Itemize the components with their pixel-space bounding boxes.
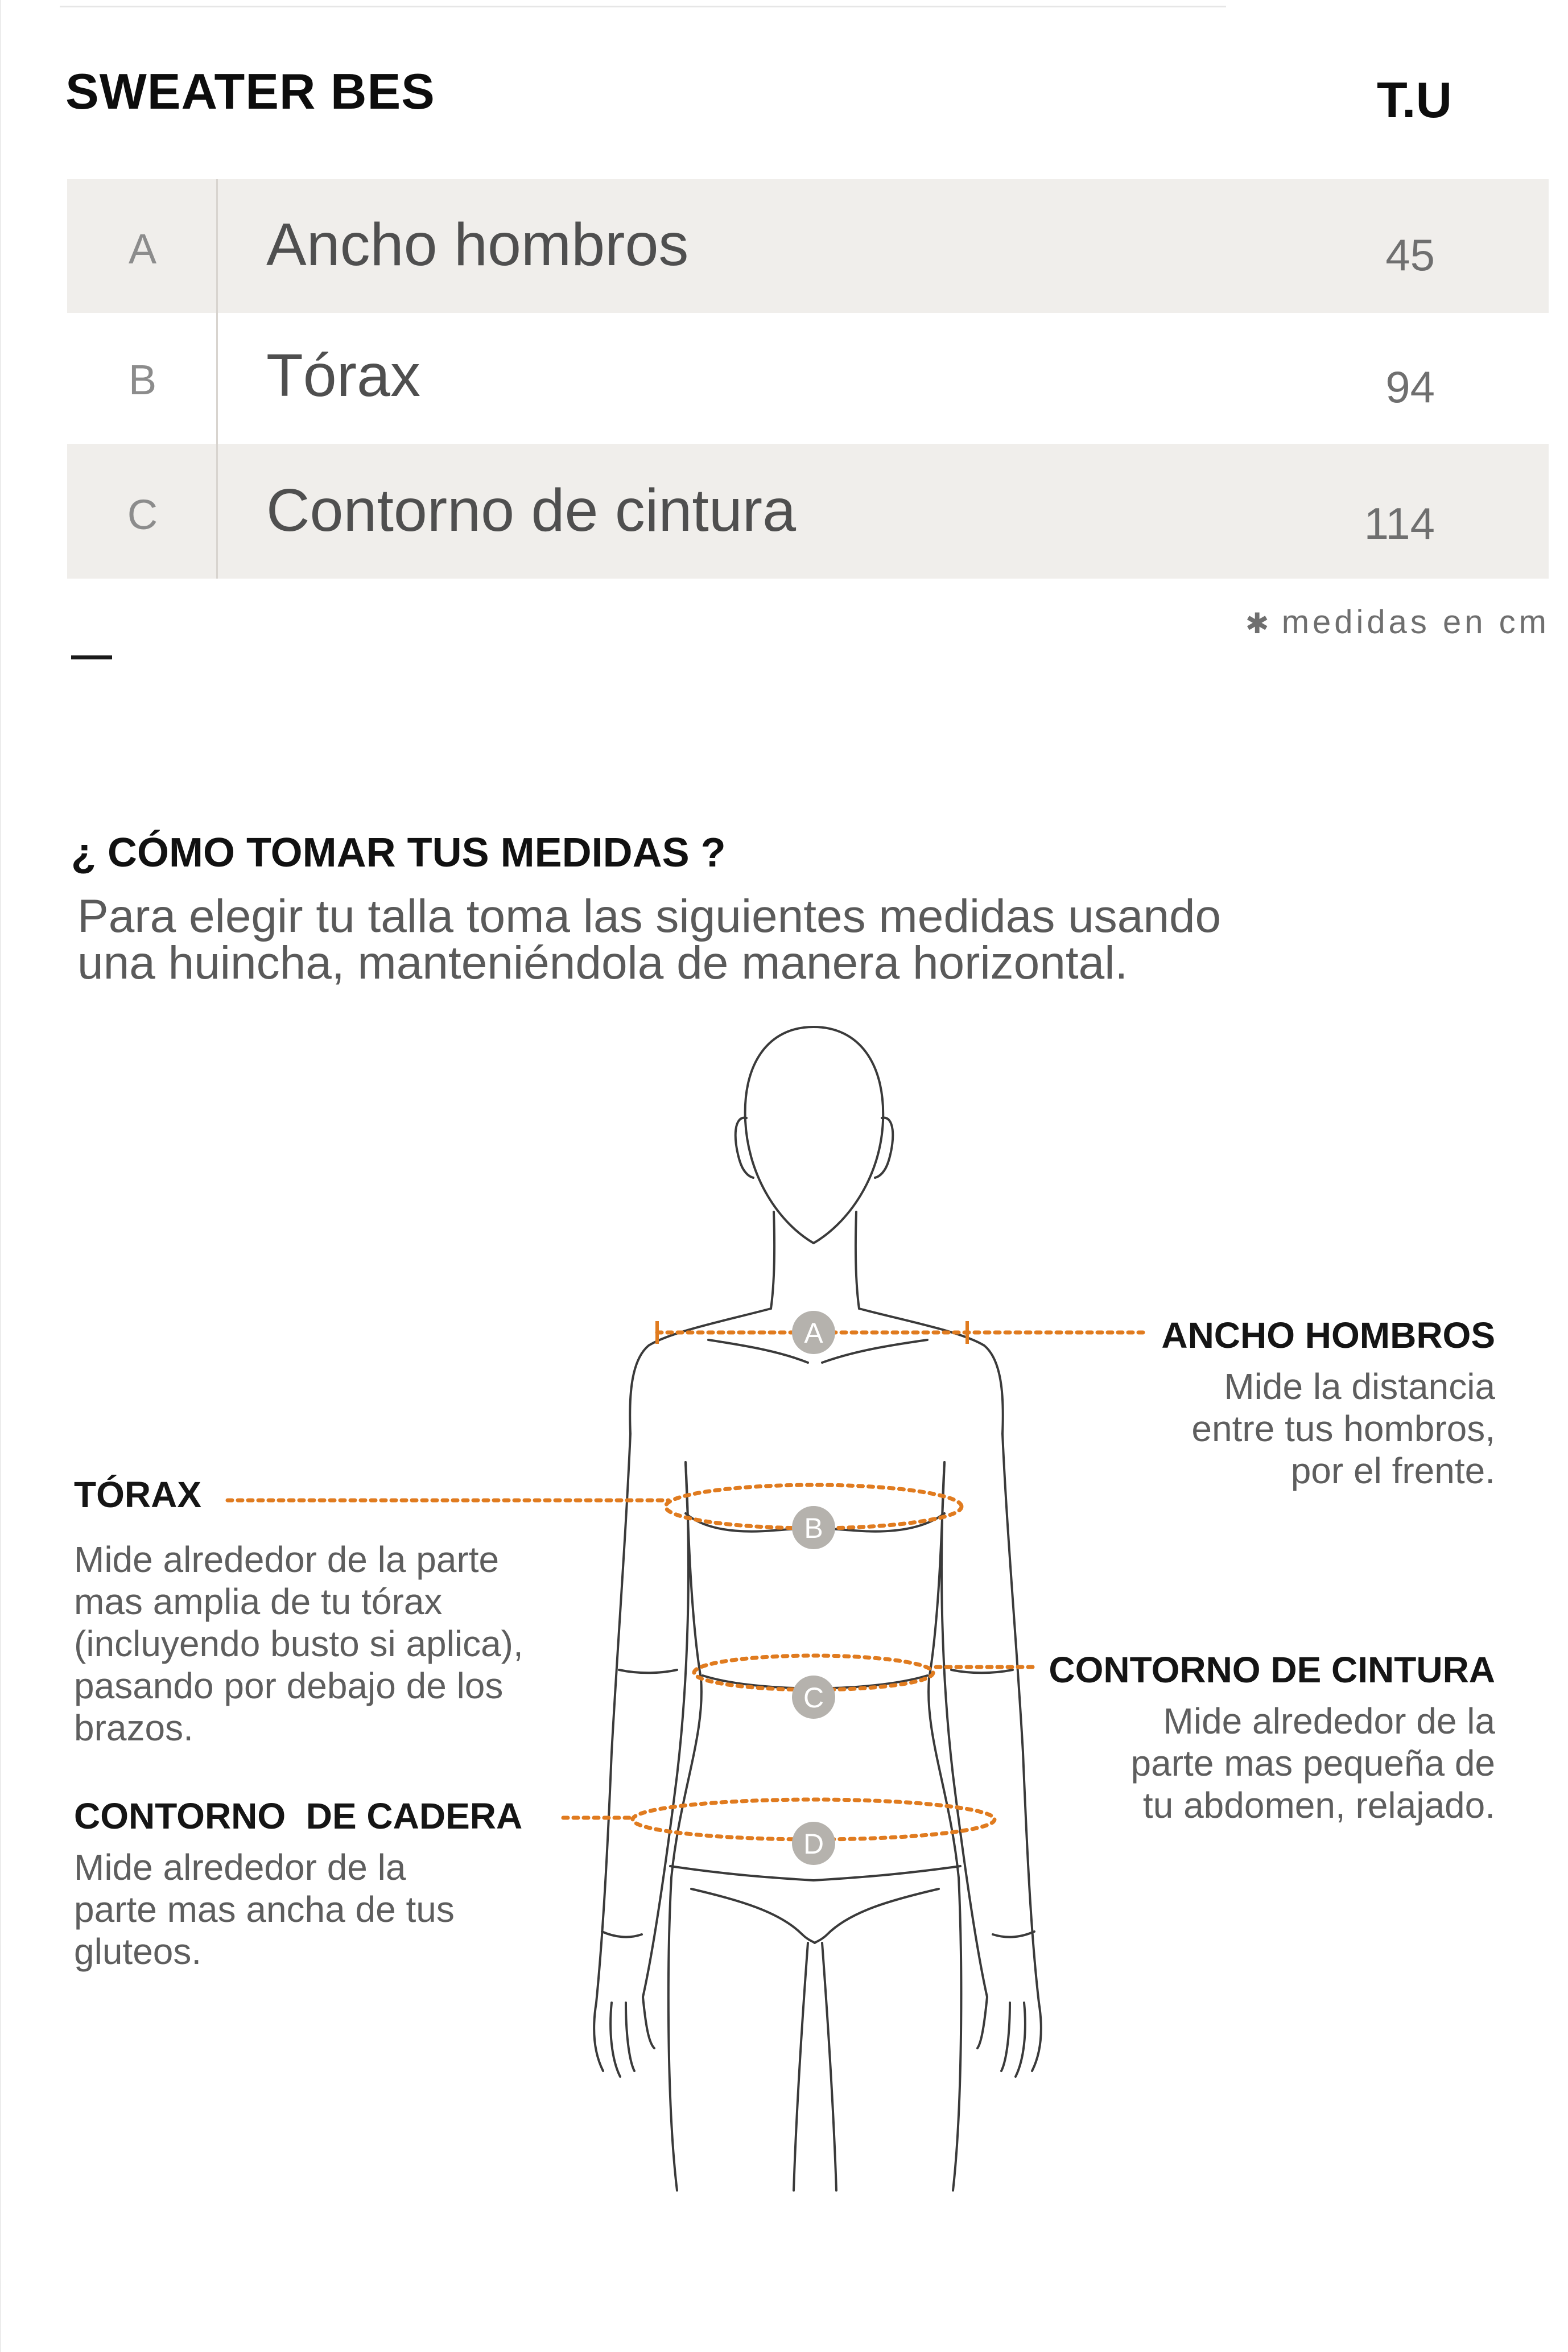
callout-line: tu abdomen, relajado.	[1142, 1785, 1495, 1826]
units-note-text: medidas en cm	[1281, 604, 1550, 641]
callout-description	[1161, 1365, 1495, 1492]
callout-line: Mide la distancia	[1224, 1366, 1495, 1407]
body-outline	[594, 1027, 1041, 2190]
units-note	[1245, 603, 1550, 641]
row-divider	[216, 444, 218, 579]
callout-line: entre tus hombros,	[1191, 1408, 1495, 1449]
row-label: Tórax	[266, 342, 420, 409]
intro-line: una huincha, manteniéndola de manera horizontal.	[77, 937, 1128, 989]
callout-description	[1049, 1700, 1495, 1826]
row-value: 45	[1385, 230, 1435, 280]
intro-line: Para elegir tu talla toma las siguientes medidas usando	[77, 890, 1222, 942]
marker-c-label: C	[803, 1682, 824, 1714]
callout-line: (incluyendo busto si aplica),	[74, 1623, 523, 1664]
marker-b	[792, 1506, 835, 1549]
marker-a	[792, 1311, 835, 1354]
callout-title: TÓRAX	[74, 1474, 201, 1515]
callout-chest	[74, 1474, 523, 1749]
top-divider	[60, 6, 1226, 7]
callout-description	[74, 1846, 522, 1973]
marker-d-label: D	[803, 1828, 824, 1860]
row-letter: A	[128, 225, 157, 273]
callout-title: CONTORNO DE CINTURA	[1049, 1649, 1495, 1690]
marker-b-label: B	[804, 1512, 823, 1544]
callout-line: Mide alrededor de la parte	[74, 1539, 500, 1580]
row-letter: B	[128, 356, 157, 403]
marker-d	[792, 1822, 835, 1865]
table-row	[67, 444, 1549, 579]
callout-waist	[1049, 1649, 1495, 1826]
callout-line: mas amplia de tu tórax	[74, 1581, 443, 1622]
product-name: SWEATER BES	[65, 63, 435, 119]
callout-title: CONTORNO DE CADERA	[74, 1796, 523, 1837]
size-table	[67, 179, 1549, 579]
table-row	[67, 313, 1549, 444]
callout-line: brazos.	[74, 1707, 193, 1748]
howto-title: ¿ CÓMO TOMAR TUS MEDIDAS ?	[71, 830, 726, 876]
callout-line: por el frente.	[1290, 1450, 1495, 1491]
row-label: Contorno de cintura	[266, 477, 797, 544]
marker-a-label: A	[804, 1317, 823, 1349]
callout-description	[74, 1538, 523, 1749]
callout-hip	[74, 1795, 522, 1973]
table-row	[67, 179, 1549, 313]
callout-line: Mide alrededor de la	[74, 1847, 406, 1888]
howto-intro	[77, 890, 1386, 989]
row-value: 94	[1385, 362, 1435, 412]
short-divider	[71, 655, 112, 659]
asterisk-icon: ✱	[1245, 608, 1273, 639]
callout-shoulder-width	[1161, 1314, 1495, 1492]
callout-line: parte mas pequeña de	[1130, 1743, 1495, 1784]
row-letter: C	[127, 491, 158, 538]
callout-line: parte mas ancha de tus	[74, 1889, 455, 1930]
callout-line: pasando por debajo de los	[74, 1665, 504, 1706]
row-divider	[216, 179, 218, 313]
row-value: 114	[1364, 498, 1435, 548]
callout-line: gluteos.	[74, 1931, 202, 1972]
row-label: Ancho hombros	[266, 211, 689, 278]
marker-c	[792, 1676, 835, 1719]
callout-title: ANCHO HOMBROS	[1161, 1315, 1495, 1356]
size-label: T.U	[1377, 72, 1452, 128]
callout-line: Mide alrededor de la	[1163, 1701, 1495, 1742]
row-divider	[216, 313, 218, 444]
